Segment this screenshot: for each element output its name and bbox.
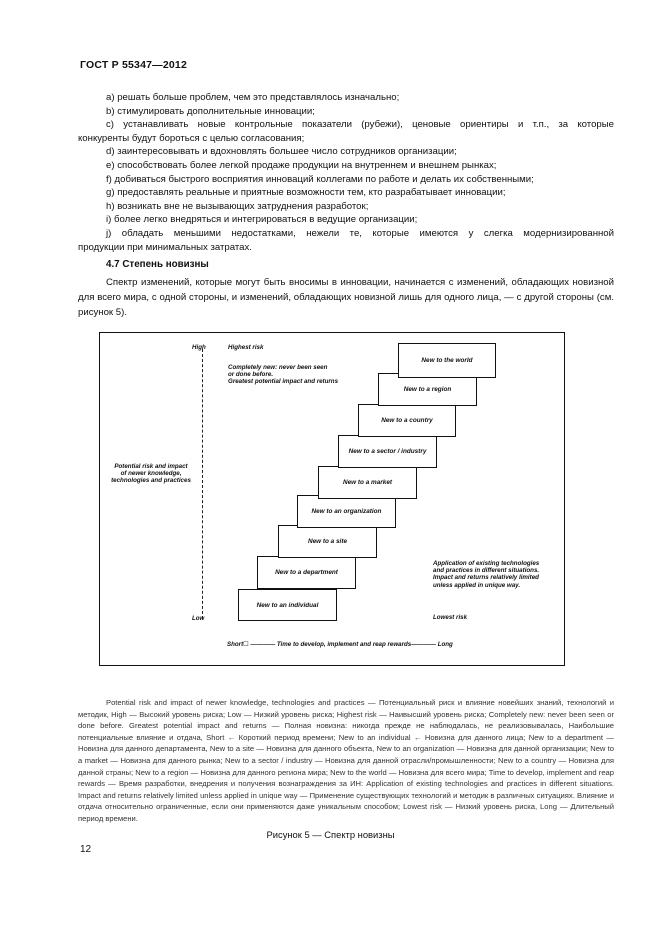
- axis-high-label: High: [192, 344, 206, 351]
- list-item: j) обладать меньшими недостатками, нежели те, которые имеются у слегка модернизированной: [106, 227, 614, 239]
- list-item-continuation: продукции при минимальных затратах.: [78, 241, 252, 253]
- figure-legend-notes: Potential risk and impact of newer knowledge, technologies and practices — Потенциальный риск и влияние новейших знаний, технологий и методик, High — Высокий уровень риска; Low — Низкий уровень риска; Highest risk — Наивысший уровень риска; Completely new: never been seen or done before. Greatest potential impact and returns — Полная новизна: никогда прежде не наблюдалась, не реализовывалась, Наибольшие потенциальные влияние и отдача, Short ← Короткий период времени; New to an individual ← Новизна для данного лица; New to a department — Новизна для данного департамента, New to a site — Новизна для данного объекта, New to an organization — Новизна для данной организации; New to a market — Новизна для данного рынка; New to a sector / industry — Новизна для данной отрасли/промышленности; New to a country — Новизна для данной страны; New to a region — Новизна для данного региона мира; New to the world — Новизна для всего мира; Time to develop, implement and reap rewards — Время разработки, внедрения и получения вознаграждения за ИН: Application of existing technologies and practices in different situations. Impact and returns relatively limited unless applied in unique way — Применение существующих технологий и методик в различных ситуациях. Влияние и отдача относительно ограниченные, если они применяются даже уникальным способом; Lowest risk — Низкий уровень риска, Long — Длительный период времени.: [78, 698, 614, 823]
- lowest-risk-label: Lowest risk: [433, 614, 468, 621]
- axis-low-label: Low: [192, 615, 205, 622]
- list-item: c) устанавливать новые контрольные показатели (рубежи), ценовые ориентиры и т.п., за которые: [106, 119, 614, 131]
- time-axis-label: Short☐ ———— Time to develop, implement and reap rewards———— Long: [227, 641, 453, 648]
- step-new-to-sector: New to a sector / industry: [338, 435, 437, 468]
- section-title: 4.7 Степень новизны: [106, 259, 209, 270]
- list-item: g) предоставлять реальные и приятные возможности тем, кто разрабатывает инновации;: [106, 187, 506, 199]
- step-new-to-region: New to a region: [378, 373, 477, 406]
- step-new-to-organization: New to an organization: [297, 495, 396, 528]
- step-new-to-world: New to the world: [398, 343, 496, 378]
- step-new-to-department: New to a department: [257, 556, 356, 589]
- list-item: h) возникать вне не вызывающих затруднения разработок;: [106, 200, 369, 212]
- bottom-notes: Application of existing technologies and practices in different situations. Impact and returns relatively limited unless applied in unique way.: [433, 560, 540, 589]
- section-paragraph: Спектр изменений, которые могут быть вносимы в инновации, начинается с изменений, обладающих новизной для всего мира, с одной стороны, и изменений, обладающих новизной лишь для одного лица, — с другой стороны (см. рисунок 5).: [78, 277, 614, 318]
- list-item: f) добиваться быстрого восприятия инноваций коллегами по работе и делать их собственными;: [106, 173, 534, 185]
- vertical-axis: [202, 349, 203, 619]
- figure-caption: Рисунок 5 — Спектр новизны: [266, 829, 395, 840]
- axis-title: Potential risk and impact of newer knowledge, technologies and practices: [111, 463, 191, 485]
- step-new-to-individual: New to an individual: [238, 589, 337, 621]
- list-item: a) решать больше проблем, чем это представлялось изначально;: [106, 92, 400, 103]
- top-notes: Completely new: never been seen or done before. Greatest potential impact and returns: [228, 364, 339, 386]
- highest-risk-label: Highest risk: [228, 344, 264, 351]
- list-item-continuation: конкуренты будут бороться с целью согласования;: [78, 132, 305, 144]
- step-new-to-site: New to a site: [278, 525, 377, 558]
- step-new-to-country: New to a country: [358, 404, 456, 437]
- list-item: i) более легко внедряться и интегрироваться в ведущие организации;: [106, 214, 418, 226]
- standard-header: ГОСТ Р 55347—2012: [80, 59, 188, 71]
- list-item: b) стимулировать дополнительные инновации;: [106, 105, 315, 117]
- list-item: d) заинтересовывать и вдохновлять большее число сотрудников организации;: [106, 146, 457, 158]
- step-new-to-market: New to a market: [318, 466, 417, 499]
- benefits-list: [78, 91, 614, 254]
- page-number: 12: [80, 844, 92, 855]
- list-item: e) способствовать более легкой продаже продукции на внутреннем и внешнем рынках;: [106, 159, 497, 171]
- novelty-spectrum-figure: [99, 332, 565, 666]
